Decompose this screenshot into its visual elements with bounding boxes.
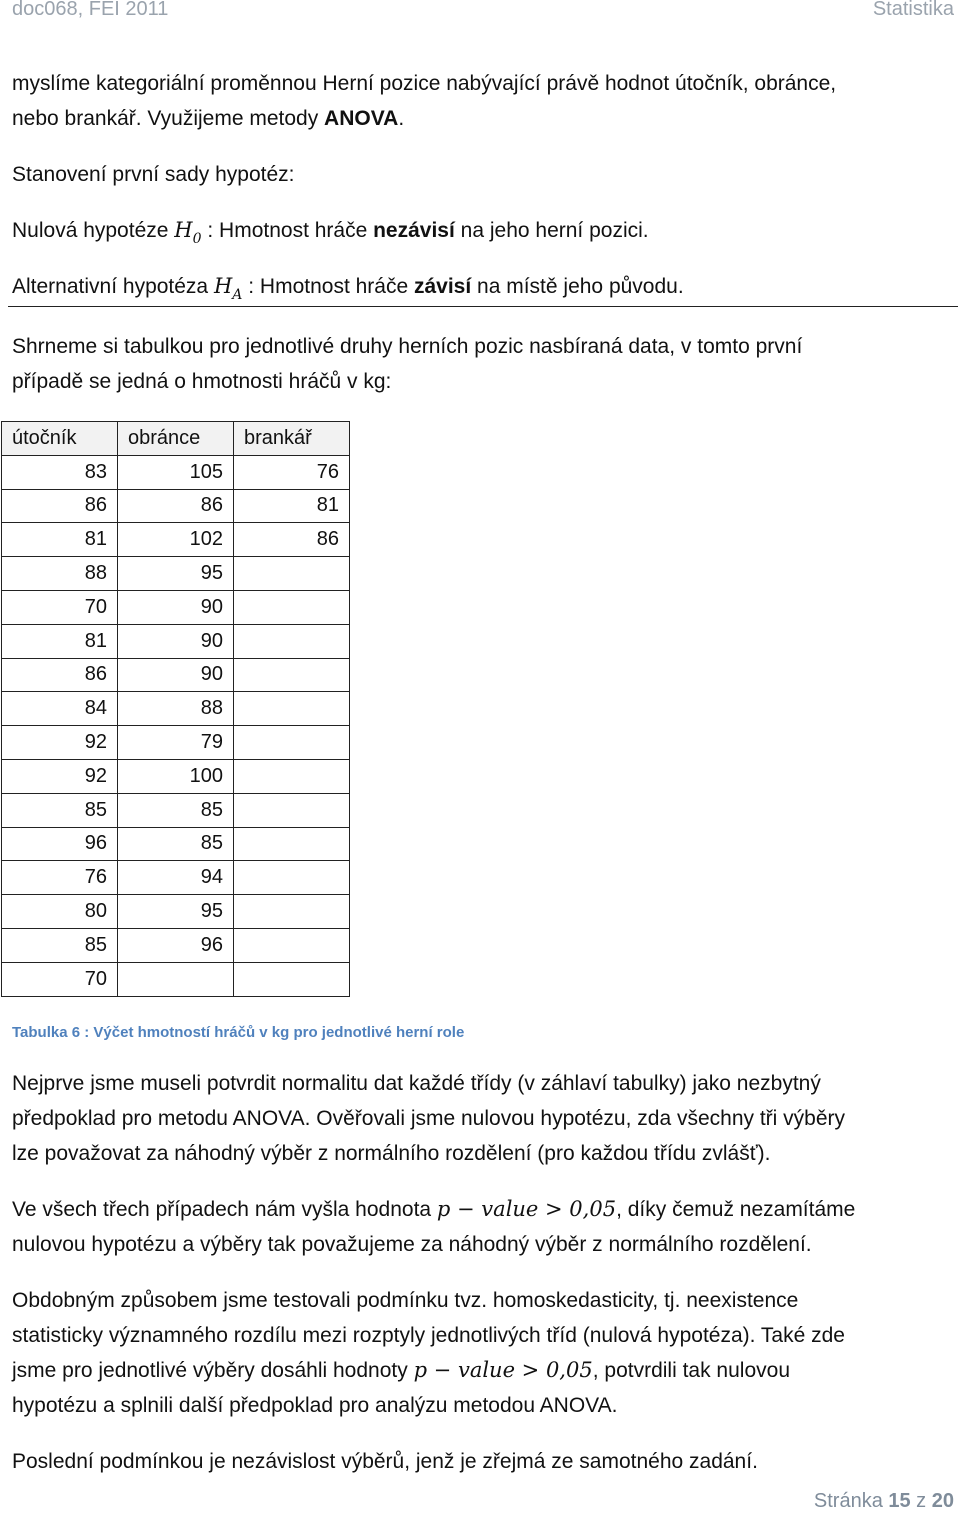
table-cell: 86 bbox=[2, 489, 118, 523]
table-cell: 70 bbox=[2, 590, 118, 624]
table-cell: 105 bbox=[118, 455, 234, 489]
table-cell: 86 bbox=[2, 658, 118, 692]
summary-line-2: případě se jedná o hmotnosti hráčů v kg: bbox=[12, 370, 392, 393]
table-cell: 86 bbox=[234, 523, 350, 557]
table-cell bbox=[234, 624, 350, 658]
table-cell: 85 bbox=[118, 793, 234, 827]
table-cell: 70 bbox=[2, 962, 118, 996]
para4: Poslední podmínkou je nezávislost výběrů, jenž je zřejmá ze samotného zadání. bbox=[12, 1450, 758, 1473]
table-cell bbox=[234, 692, 350, 726]
table-cell bbox=[234, 827, 350, 861]
header-document-id: doc068, FEI 2011 bbox=[12, 0, 169, 20]
table-cell bbox=[234, 557, 350, 591]
summary-line-1: Shrneme si tabulkou pro jednotlivé druhy herních pozic nasbíraná data, v tomto první bbox=[12, 335, 803, 358]
table-cell: 90 bbox=[118, 590, 234, 624]
table-cell bbox=[234, 590, 350, 624]
table-cell bbox=[234, 861, 350, 895]
horizontal-rule bbox=[8, 306, 958, 307]
para3-line-1: Obdobným způsobem jsme testovali podmínku tvz. homoskedasticity, tj. neexistence bbox=[12, 1289, 799, 1312]
table-row bbox=[2, 624, 350, 658]
table-row bbox=[2, 557, 350, 591]
weights-table bbox=[1, 421, 350, 997]
table-cell: 85 bbox=[2, 793, 118, 827]
table-row bbox=[2, 523, 350, 557]
table-cell: 84 bbox=[2, 692, 118, 726]
table-cell: 92 bbox=[2, 726, 118, 760]
table-cell bbox=[234, 726, 350, 760]
table-row bbox=[2, 962, 350, 996]
table-cell: 80 bbox=[2, 895, 118, 929]
hypotheses-title: Stanovení první sady hypotéz: bbox=[12, 163, 295, 186]
table-header-cell: obránce bbox=[118, 422, 234, 456]
table-cell: 76 bbox=[234, 455, 350, 489]
table-cell: 88 bbox=[118, 692, 234, 726]
table-row bbox=[2, 759, 350, 793]
para3-line-4: hypotézu a splnili další předpoklad pro analýzu metodou ANOVA. bbox=[12, 1394, 618, 1417]
table-cell: 79 bbox=[118, 726, 234, 760]
table-row bbox=[2, 895, 350, 929]
para2-line-2: nulovou hypotézu a výběry tak považujeme za náhodný výběr z normálního rozdělení. bbox=[12, 1233, 812, 1256]
table-cell bbox=[234, 895, 350, 929]
table-cell: 85 bbox=[118, 827, 234, 861]
null-hypothesis: Nulová hypotéze $H_0$ : Hmotnost hráče nezávisí na jeho herní pozici. bbox=[12, 218, 649, 247]
table-cell: 83 bbox=[2, 455, 118, 489]
table-header-row bbox=[2, 422, 350, 456]
alternative-hypothesis: Alternativní hypotéza $H_A$ : Hmotnost hráče závisí na místě jeho původu. bbox=[12, 274, 684, 303]
table-cell bbox=[234, 962, 350, 996]
table-row bbox=[2, 928, 350, 962]
table-row bbox=[2, 793, 350, 827]
table-cell bbox=[234, 658, 350, 692]
table-cell: 76 bbox=[2, 861, 118, 895]
table-cell: 96 bbox=[2, 827, 118, 861]
table-cell: 88 bbox=[2, 557, 118, 591]
table-cell: 85 bbox=[2, 928, 118, 962]
table-cell bbox=[118, 962, 234, 996]
table-row bbox=[2, 590, 350, 624]
table-cell bbox=[234, 793, 350, 827]
table-cell: 100 bbox=[118, 759, 234, 793]
para2-line-1: Ve všech třech případech nám vyšla hodnota p − value > 0,05, díky čemuž nezamítáme bbox=[12, 1197, 856, 1221]
table-cell: 81 bbox=[2, 523, 118, 557]
intro-line-2: nebo brankář. Využijeme metody ANOVA. bbox=[12, 107, 405, 130]
intro-line-1: myslíme kategoriální proměnnou Herní pozice nabývající právě hodnot útočník, obránce, bbox=[12, 72, 837, 95]
table-cell: 86 bbox=[118, 489, 234, 523]
table-row bbox=[2, 726, 350, 760]
table-row bbox=[2, 658, 350, 692]
table-row bbox=[2, 489, 350, 523]
para1-line-3: lze považovat za náhodný výběr z normálního rozdělení (pro každou třídu zvlášť). bbox=[12, 1142, 771, 1165]
header-section-title: Statistika bbox=[872, 0, 954, 20]
page-footer: Stránka 15 z 20 bbox=[813, 1490, 954, 1512]
table-row bbox=[2, 455, 350, 489]
para3-line-2: statisticky významného rozdílu mezi rozptyly jednotlivých tříd (nulová hypotéza). Také zde bbox=[12, 1324, 845, 1347]
table-cell: 90 bbox=[118, 658, 234, 692]
table-cell: 102 bbox=[118, 523, 234, 557]
table-cell: 81 bbox=[2, 624, 118, 658]
para3-line-3: jsme pro jednotlivé výběry dosáhli hodnoty p − value > 0,05, potvrdili tak nulovou bbox=[12, 1358, 790, 1382]
table-row bbox=[2, 861, 350, 895]
table-cell: 92 bbox=[2, 759, 118, 793]
table-cell: 90 bbox=[118, 624, 234, 658]
table-cell: 81 bbox=[234, 489, 350, 523]
table-cell: 94 bbox=[118, 861, 234, 895]
table-cell: 96 bbox=[118, 928, 234, 962]
table-header-cell: útočník bbox=[2, 422, 118, 456]
table-cell: 95 bbox=[118, 895, 234, 929]
table-row bbox=[2, 692, 350, 726]
table-header-cell: brankář bbox=[234, 422, 350, 456]
table-cell bbox=[234, 928, 350, 962]
table-cell: 95 bbox=[118, 557, 234, 591]
table-row bbox=[2, 827, 350, 861]
table-cell bbox=[234, 759, 350, 793]
table-caption: Tabulka 6 : Výčet hmotností hráčů v kg pro jednotlivé herní role bbox=[12, 1024, 465, 1041]
para1-line-1: Nejprve jsme museli potvrdit normalitu dat každé třídy (v záhlaví tabulky) jako nezbytný bbox=[12, 1072, 821, 1095]
para1-line-2: předpoklad pro metodu ANOVA. Ověřovali jsme nulovou hypotézu, zda všechny tři výběry bbox=[12, 1107, 846, 1130]
